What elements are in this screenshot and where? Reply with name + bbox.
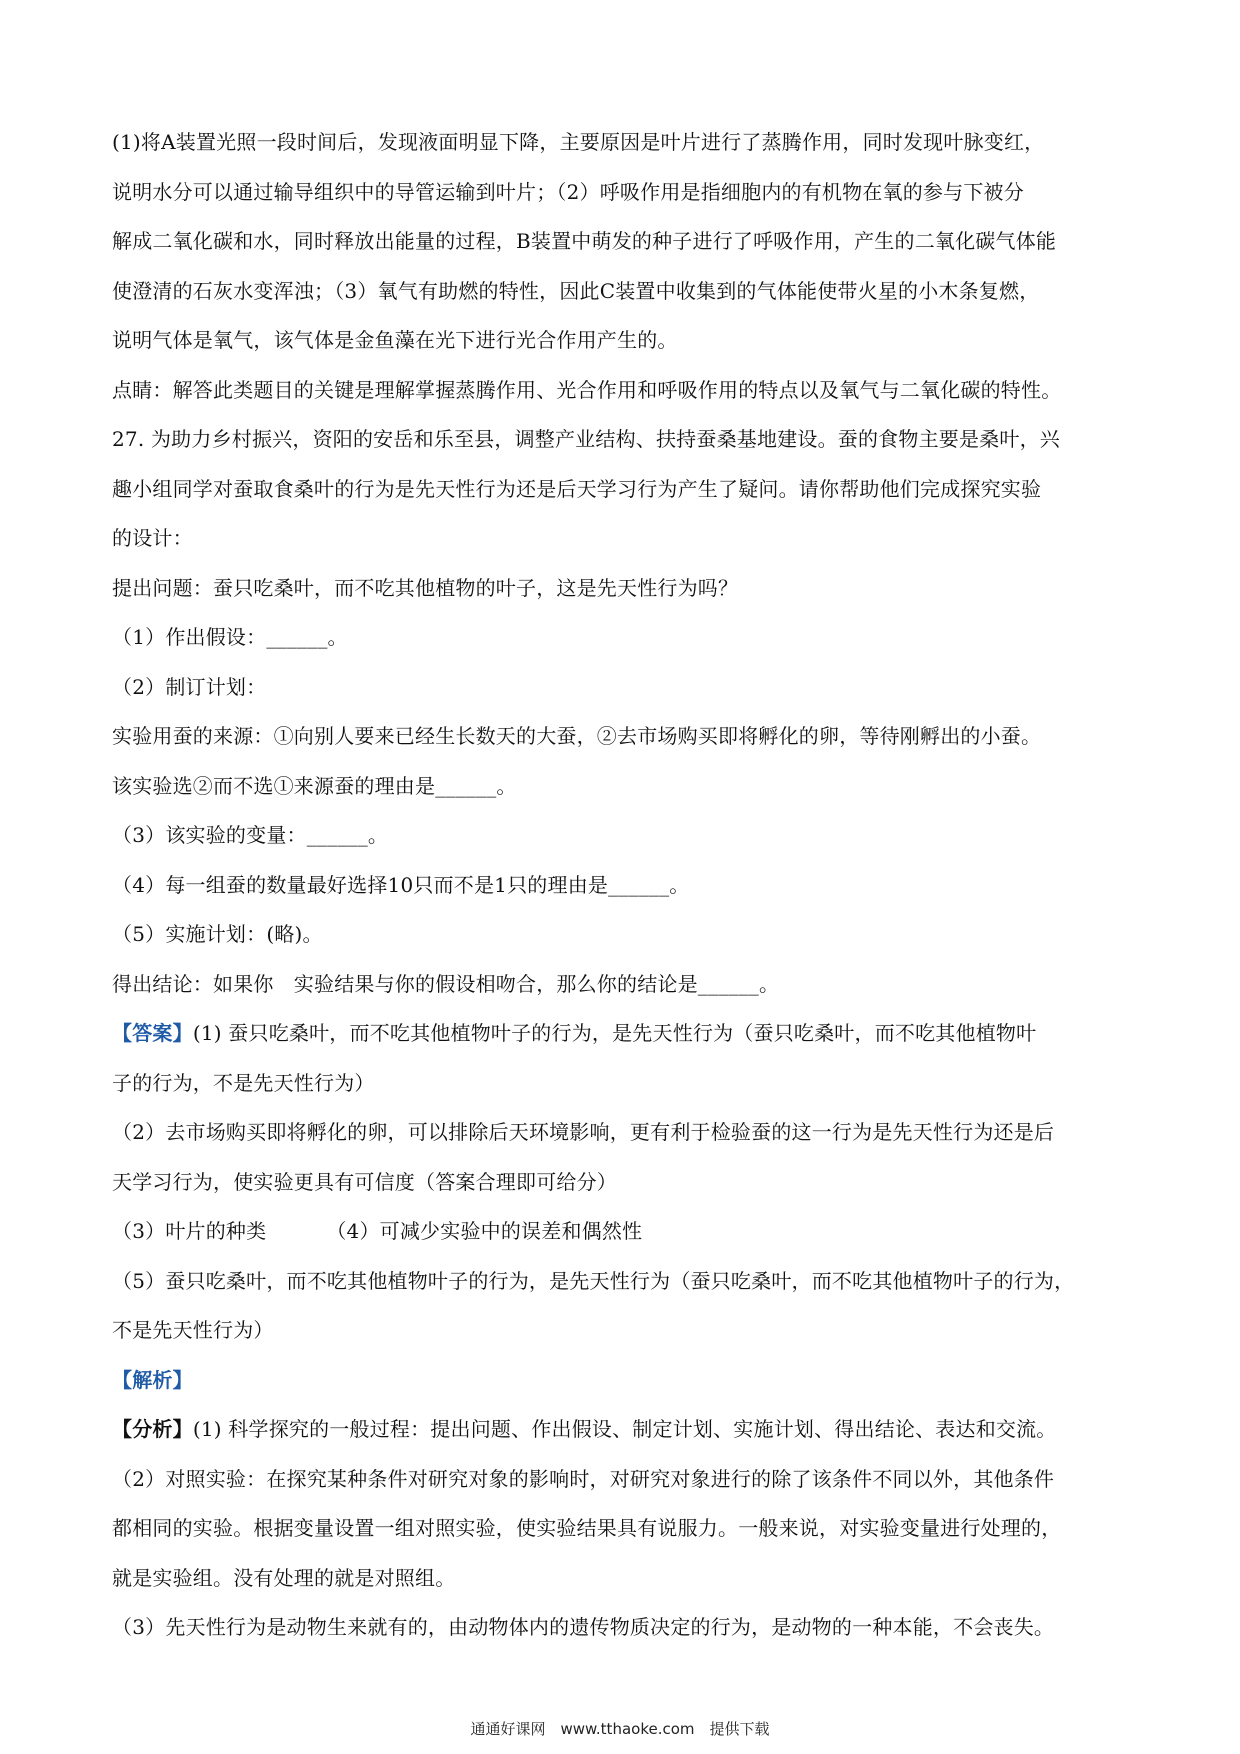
text-line: 解成二氧化碳和水，同时释放出能量的过程，B装置中萌发的种子进行了呼吸作用，产生的二氧化碳气体能: [112, 229, 1057, 253]
answer-line: 不是先天性行为）: [112, 1318, 274, 1342]
question-line: （4）每一组蚕的数量最好选择10只而不是1只的理由是______。: [112, 872, 690, 897]
question-line: 该实验选②而不选①来源蚕的理由是______。: [112, 773, 517, 798]
text-line: 说明气体是氧气，该气体是金鱼藻在光下进行光合作用产生的。: [112, 328, 678, 352]
question-line: 提出问题：蚕只吃桑叶，而不吃其他植物的叶子，这是先天性行为吗？: [112, 575, 739, 600]
text-line: 说明水分可以通过输导组织中的导管运输到叶片；（2）呼吸作用是指细胞内的有机物在氧的参与下被分: [112, 179, 1024, 204]
analysis-line: 都相同的实验。根据变量设置一组对照实验，使实验结果具有说服力。一般来说，对实验变量进行处理的，: [112, 1516, 1062, 1540]
question-line: （5）实施计划：(略)。: [112, 922, 323, 946]
answer-line: [112, 1207, 1132, 1257]
analysis-heading: [112, 1356, 1132, 1406]
analysis-tag: 【解析】: [112, 1367, 193, 1392]
question-title: 27. 为助力乡村振兴，资阳的安岳和乐至县，调整产业结构、扶持蚕桑基地建设。蚕的食物主要是桑叶，兴: [112, 427, 1060, 451]
answer-text: （4）可减少实验中的误差和偶然性: [326, 1219, 643, 1243]
answer-text: (1) 蚕只吃桑叶，而不吃其他植物叶子的行为，是先天性行为（蚕只吃桑叶，而不吃其他植物叶: [192, 1021, 1037, 1045]
tip-line: 点睛：解答此类题目的关键是理解掌握蒸腾作用、光合作用和呼吸作用的特点以及氧气与二氧化碳的特性。: [112, 377, 1062, 402]
analysis-line: （2）对照实验：在探究某种条件对研究对象的影响时，对研究对象进行的除了该条件不同以外，其他条件: [112, 1466, 1055, 1491]
text-line: 的设计：: [112, 526, 193, 550]
question-line: （2）制订计划：: [112, 674, 267, 699]
page-footer: 通通好课网 www.tthaoke.com 提供下载: [470, 1720, 770, 1738]
answer-line: [112, 1009, 1132, 1059]
analysis-line: [112, 1405, 1132, 1455]
document-body: [112, 118, 1132, 1653]
text-line: 趣小组同学对蚕取食桑叶的行为是先天性行为还是后天学习行为产生了疑问。请你帮助他们完成探究实验: [112, 476, 1042, 501]
answer-text: （3）叶片的种类: [112, 1219, 267, 1243]
answer-line: （5）蚕只吃桑叶，而不吃其他植物叶子的行为，是先天性行为（蚕只吃桑叶，而不吃其他植物叶子的行为，: [112, 1268, 1075, 1293]
answer-tag: 【答案】: [112, 1021, 193, 1045]
text-line: (1)将A装置光照一段时间后，发现液面明显下降，主要原因是叶片进行了蒸腾作用，同时发现叶脉变红，: [112, 130, 1045, 154]
question-line: （1）作出假设：______。: [112, 625, 348, 649]
question-line: 实验用蚕的来源：①向别人要来已经生长数天的大蚕，②去市场购买即将孵化的卵，等待刚孵出的小蚕。: [112, 724, 1042, 748]
question-line: 得出结论：如果你 实验结果与你的假设相吻合，那么你的结论是______。: [112, 971, 780, 996]
analysis-line: （3）先天性行为是动物生来就有的，由动物体内的遗传物质决定的行为，是动物的一种本能，不会丧失。: [112, 1615, 1055, 1639]
text-line: 使澄清的石灰水变浑浊；（3）氧气有助燃的特性，因此C装置中收集到的气体能使带火星的小木条复燃，: [112, 278, 1040, 303]
answer-line: 天学习行为，使实验更具有可信度（答案合理即可给分）: [112, 1169, 617, 1194]
question-line: （3）该实验的变量：______。: [112, 823, 389, 847]
analysis-line: 就是实验组。没有处理的就是对照组。: [112, 1565, 456, 1590]
answer-line: （2）去市场购买即将孵化的卵，可以排除后天环境影响，更有利于检验蚕的这一行为是先天性行为还是后: [112, 1120, 1055, 1144]
analysis-text: (1) 科学探究的一般过程：提出问题、作出假设、制定计划、实施计划、得出结论、表达和交流。: [192, 1417, 1057, 1441]
analysis-sub-tag: 【分析】: [112, 1417, 193, 1441]
answer-line: 子的行为，不是先天性行为）: [112, 1070, 375, 1095]
